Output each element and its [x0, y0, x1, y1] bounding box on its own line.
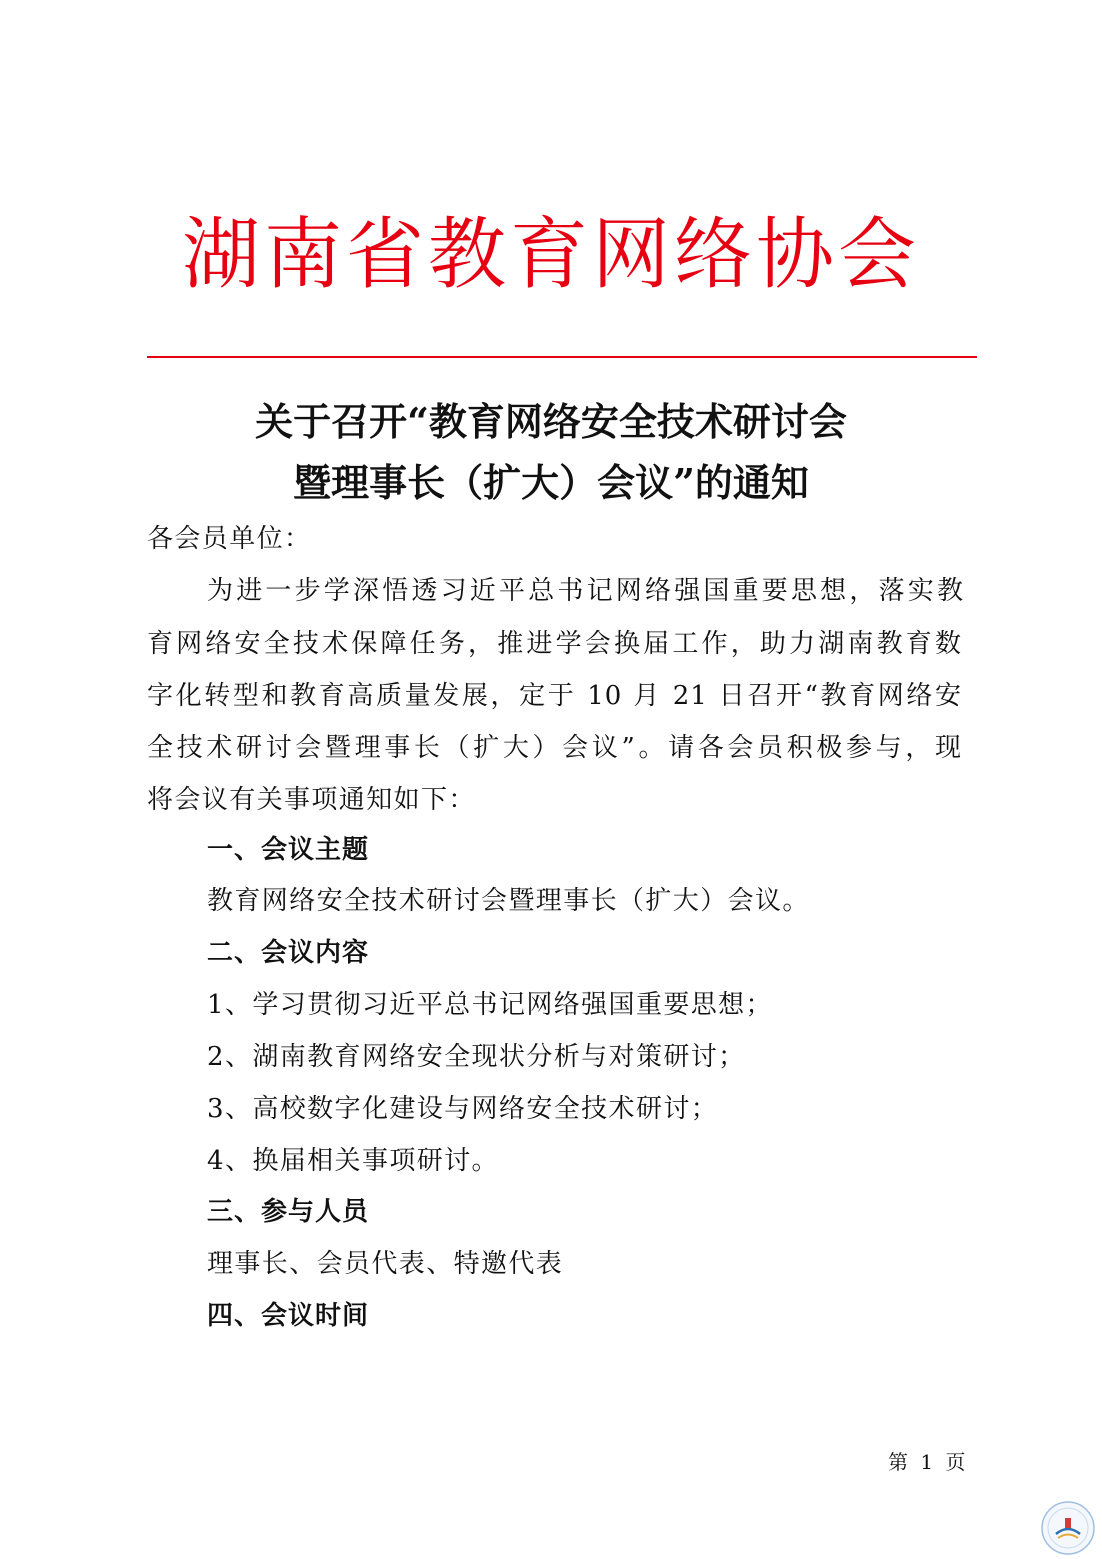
document-title-line-1: 关于召开“教育网络安全技术研讨会	[255, 399, 847, 444]
salutation: 各会员单位：	[147, 524, 312, 554]
red-divider-rule	[147, 356, 977, 358]
section-heading-time: 四、会议时间	[207, 1301, 370, 1331]
intro-paragraph-line: 全技术研讨会暨理事长（扩大）会议”。请各会员积极参与，现	[147, 733, 962, 763]
section-heading-content: 二、会议内容	[207, 938, 370, 968]
section-item: 教育网络安全技术研讨会暨理事长（扩大）会议。	[207, 886, 810, 916]
section-item: 理事长、会员代表、特邀代表	[207, 1249, 564, 1279]
intro-paragraph-line: 将会议有关事项通知如下：	[147, 785, 476, 815]
section-item: 1、学习贯彻习近平总书记网络强国重要思想；	[207, 990, 773, 1020]
intro-paragraph-line: 字化转型和教育高质量发展，定于 10 月 21 日召开“教育网络安	[147, 681, 962, 711]
section-item: 2、湖南教育网络安全现状分析与对策研讨；	[207, 1042, 746, 1072]
org-header: 湖南省教育网络协会	[181, 210, 920, 300]
intro-paragraph-line: 育网络安全技术保障任务，推进学会换届工作，助力湖南教育数	[147, 629, 962, 659]
association-seal-icon	[1040, 1500, 1096, 1556]
section-heading-participants: 三、参与人员	[207, 1197, 370, 1227]
document-title-line-2: 暨理事长（扩大）会议”的通知	[293, 460, 809, 505]
page-number: 第 1 页	[888, 1450, 966, 1474]
section-heading-theme: 一、会议主题	[207, 835, 370, 865]
intro-paragraph-line: 为进一步学深悟透习近平总书记网络强国重要思想，落实教	[207, 576, 964, 606]
section-item: 3、高校数字化建设与网络安全技术研讨；	[207, 1094, 719, 1124]
section-item: 4、换届相关事项研讨。	[207, 1146, 499, 1176]
